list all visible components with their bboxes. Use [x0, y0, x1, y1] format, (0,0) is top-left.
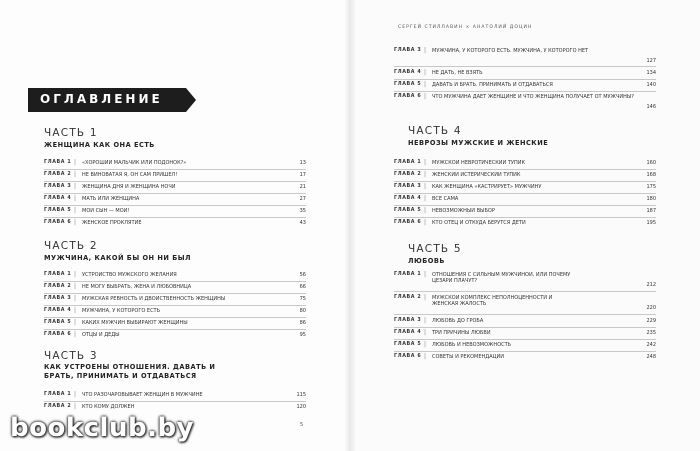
- row-divider: [394, 91, 656, 92]
- toc-row[interactable]: ГЛАВА 1 | УСТРОЙСТВО МУЖСКОГО ЖЕЛАНИЯ 56: [44, 271, 306, 278]
- row-divider: [394, 79, 656, 80]
- row-divider: [394, 181, 656, 182]
- row-divider: [44, 193, 306, 194]
- row-divider: [44, 181, 306, 182]
- toc-row[interactable]: ГЛАВА 3 | ЛЮБОВЬ ДО ГРОБА 229: [394, 317, 656, 324]
- toc-row[interactable]: ГЛАВА 2 | НЕ ВИНОВАТАЯ Я, ОН САМ ПРИШЕЛ! 17: [44, 171, 306, 178]
- row-divider: [394, 314, 656, 315]
- book-gutter: [344, 0, 356, 451]
- page-number-left: 5: [300, 422, 304, 428]
- toc-row[interactable]: ГЛАВА 6 | ЖЕНСКОЕ ПРОКЛЯТИЕ 43: [44, 219, 306, 226]
- toc-row[interactable]: ГЛАВА 6 | КТО ОТЕЦ И ОТКУДА БЕРУТСЯ ДЕТИ 195: [394, 219, 656, 226]
- row-divider: [394, 193, 656, 194]
- toc-row[interactable]: ГЛАВА 4 | НЕ ДАТЬ, НЕ ВЗЯТЬ 134: [394, 69, 656, 76]
- toc-row[interactable]: ГЛАВА 6 | ЧТО МУЖЧИНА ДАЕТ ЖЕНЩИНЕ И ЧТО ЖЕНЩИНА ПОЛУЧАЕТ ОТ МУЖЧИНЫ? 146: [394, 93, 656, 110]
- row-divider: [394, 291, 656, 292]
- part-5-number: ЧАСТЬ 5: [408, 243, 462, 255]
- toc-row[interactable]: ГЛАВА 2 | МУЖСКОЙ КОМПЛЕКС НЕПОЛНОЦЕННОСТИ И ЖЕНСКАЯ ЖАЛОСТЬ 220: [394, 294, 656, 311]
- row-divider: [44, 317, 306, 318]
- row-divider: [44, 329, 306, 330]
- row-divider: [394, 217, 656, 218]
- row-divider: [394, 339, 656, 340]
- part-5-title: ЛЮБОВЬ: [408, 257, 445, 265]
- toc-row[interactable]: ГЛАВА 1 | ОТНОШЕНИЯ С СИЛЬНЫМ МУЖЧИНОЙ, ИЛИ ПОЧЕМУ ЦЕЗАРИ ПЛАЧУТ? 212: [394, 271, 656, 288]
- row-divider: [44, 169, 306, 170]
- toc-row[interactable]: ГЛАВА 4 | ТРИ ПРИЧИНЫ ЛЮБВИ 235: [394, 329, 656, 336]
- row-divider: [394, 327, 656, 328]
- row-divider: [44, 217, 306, 218]
- row-divider: [44, 401, 306, 402]
- running-head: СЕРГЕЙ СТИЛЛАВИН × АНАТОЛИЙ ДОЦИН: [398, 25, 533, 30]
- row-divider: [44, 305, 306, 306]
- toc-row[interactable]: ГЛАВА 6 | СОВЕТЫ И РЕКОМЕНДАЦИИ 248: [394, 353, 656, 360]
- watermark-logo: bookclub.by: [10, 413, 195, 443]
- toc-row[interactable]: ГЛАВА 1 | МУЖСКОЙ НЕВРОТИЧЕСКИЙ ТУПИК 160: [394, 159, 656, 166]
- row-divider: [394, 169, 656, 170]
- toc-row[interactable]: ГЛАВА 4 | МАТЬ ИЛИ ЖЕНЩИНА 27: [44, 195, 306, 202]
- row-divider: [44, 205, 306, 206]
- toc-row[interactable]: ГЛАВА 5 | МОЙ СЫН — МОЙ! 35: [44, 207, 306, 214]
- toc-row[interactable]: ГЛАВА 6 | ОТЦЫ И ДЕДЫ 95: [44, 331, 306, 338]
- part-4-number: ЧАСТЬ 4: [408, 125, 462, 137]
- row-divider: [394, 66, 656, 67]
- row-divider: [44, 293, 306, 294]
- toc-row[interactable]: ГЛАВА 2 | НЕ МОГУ ВЫБРАТЬ, ЖЕНА И ЛЮБОВНИЦА 66: [44, 283, 306, 290]
- toc-row[interactable]: ГЛАВА 5 | НЕВОЗМОЖНЫЙ ВЫБОР 187: [394, 207, 656, 214]
- toc-row[interactable]: ГЛАВА 4 | МУЖЧИНА, У КОТОРОГО ЕСТЬ 80: [44, 307, 306, 314]
- toc-row[interactable]: ГЛАВА 4 | ВСЕ САМА 180: [394, 195, 656, 202]
- part-2-number: ЧАСТЬ 2: [44, 240, 98, 252]
- row-divider: [44, 281, 306, 282]
- part-4-title: НЕВРОЗЫ МУЖСКИЕ И ЖЕНСКИЕ: [408, 139, 549, 147]
- toc-row[interactable]: ГЛАВА 2 | ЖЕНСКИЙ ИСТЕРИЧЕСКИЙ ТУПИК 168: [394, 171, 656, 178]
- part-3-number: ЧАСТЬ 3: [44, 350, 98, 362]
- row-divider: [394, 205, 656, 206]
- toc-title: ОГЛАВЛЕНИЕ: [40, 92, 163, 106]
- toc-banner: [28, 88, 196, 112]
- toc-row[interactable]: ГЛАВА 5 | ЛЮБОВЬ И НЕВОЗМОЖНОСТЬ 242: [394, 341, 656, 348]
- toc-row[interactable]: ГЛАВА 2 | КТО КОМУ ДОЛЖЕН 120: [44, 403, 306, 410]
- toc-row[interactable]: ГЛАВА 3 | КАК ЖЕНЩИНА «КАСТРИРУЕТ» МУЖЧИНУ 175: [394, 183, 656, 190]
- toc-row[interactable]: ГЛАВА 3 | МУЖСКАЯ РЕВНОСТЬ И ДВОЙСТВЕННОСТЬ ЖЕНЩИНЫ 75: [44, 295, 306, 302]
- toc-banner-arrow-icon: [186, 88, 196, 112]
- part-3-title: КАК УСТРОЕНЫ ОТНОШЕНИЯ. ДАВАТЬ И БРАТЬ, ПРИНИМАТЬ И ОТДАВАТЬСЯ: [44, 363, 216, 380]
- part-1-number: ЧАСТЬ 1: [44, 127, 98, 139]
- toc-row[interactable]: ГЛАВА 1 | «ХОРОШИЙ МАЛЬЧИК ИЛИ ПОДОНОК?» 13: [44, 159, 306, 166]
- toc-row[interactable]: ГЛАВА 3 | ЖЕНЩИНА ДНЯ И ЖЕНЩИНА НОЧИ 21: [44, 183, 306, 190]
- row-divider: [394, 351, 656, 352]
- part-1-title: ЖЕНЩИНА КАК ОНА ЕСТЬ: [44, 141, 155, 149]
- toc-row[interactable]: ГЛАВА 5 | ДАВАТЬ И БРАТЬ. ПРИНИМАТЬ И ОТДАВАТЬСЯ 140: [394, 81, 656, 88]
- toc-row[interactable]: ГЛАВА 3 | МУЖЧИНА, У КОТОРОГО ЕСТЬ. МУЖЧИНА, У КОТОРОГО НЕТ 127: [394, 47, 656, 64]
- toc-row[interactable]: ГЛАВА 1 | ЧТО РАЗОЧАРОВЫВАЕТ ЖЕНЩИН В МУЖЧИНЕ 115: [44, 391, 306, 398]
- part-2-title: МУЖЧИНА, КАКОЙ БЫ ОН НИ БЫЛ: [44, 254, 192, 262]
- toc-row[interactable]: ГЛАВА 5 | КАКИХ МУЖЧИН ВЫБИРАЮТ ЖЕНЩИНЫ 86: [44, 319, 306, 326]
